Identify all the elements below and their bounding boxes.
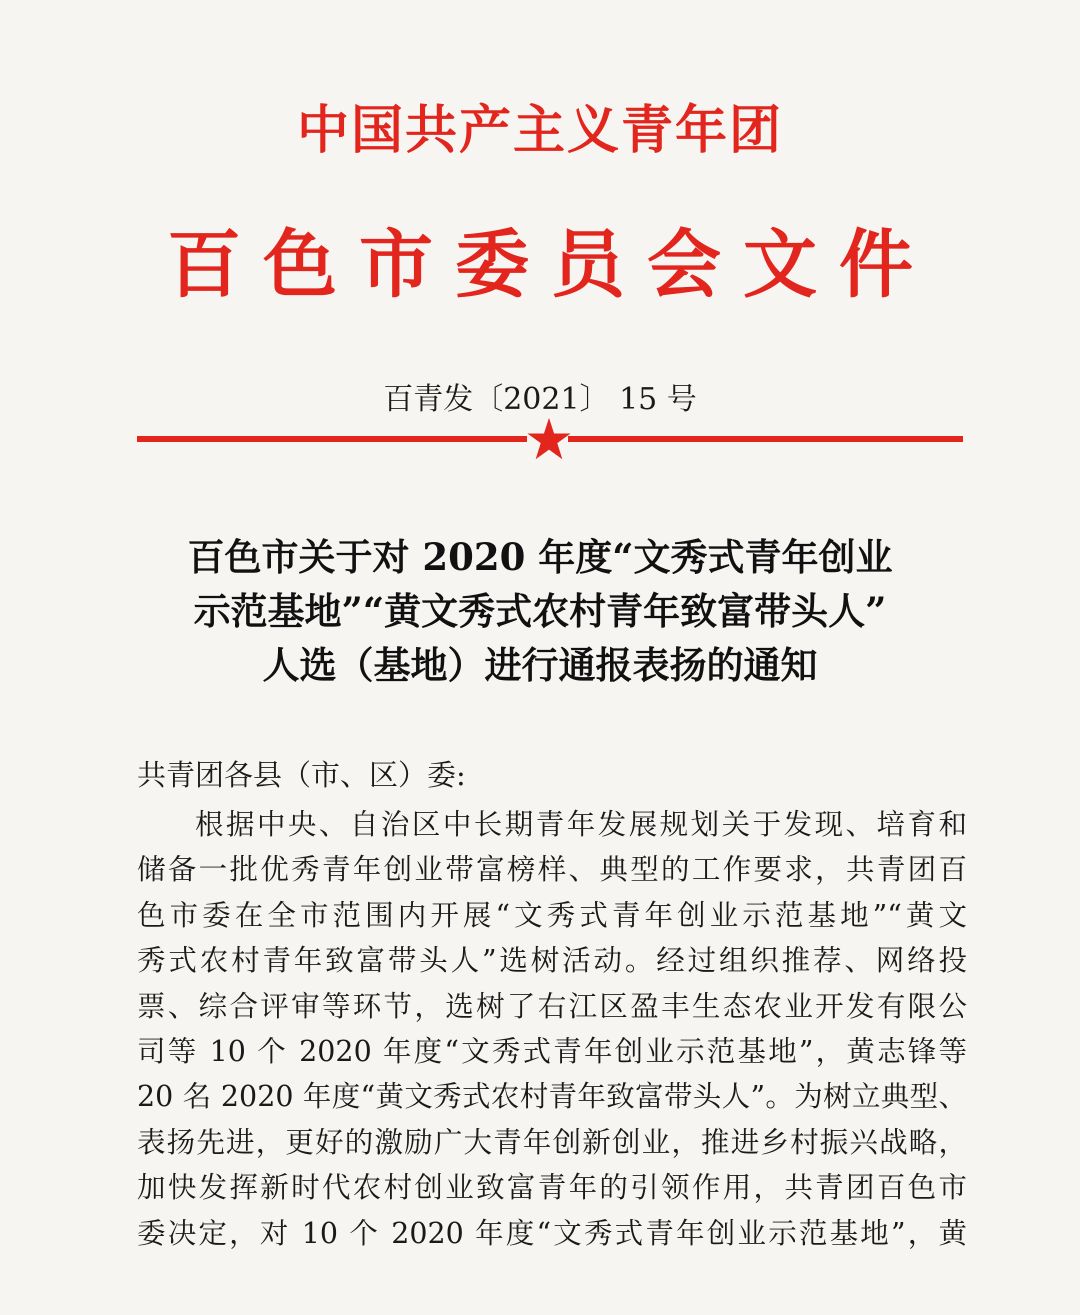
- body-line: 表扬先进，更好的激励广大青年创新创业，推进乡村振兴战略，: [137, 1125, 967, 1159]
- notice-title-line: 示范基地”“黄文秀式农村青年致富带头人”: [193, 589, 887, 633]
- body-line: 票、综合评审等环节，选树了右江区盈丰生态农业开发有限公: [137, 989, 967, 1023]
- body-line: 根据中央、自治区中长期青年发展规划关于发现、培育和: [195, 808, 967, 841]
- body-line: 秀式农村青年致富带头人”选树活动。经过组织推荐、网络投: [137, 944, 967, 978]
- body-paragraph: [137, 802, 967, 1256]
- body-line: 20 名 2020 年度“黄文秀式农村青年致富带头人”。为树立典型、: [137, 1080, 967, 1114]
- body-line: 委决定，对 10 个 2020 年度“文秀式青年创业示范基地”，黄: [137, 1216, 967, 1250]
- body-line: 储备一批优秀青年创业带富榜样、典型的工作要求，共青团百: [137, 853, 967, 887]
- red-divider-right: [568, 436, 963, 442]
- document-number: 百青发〔2021〕 15 号: [383, 382, 697, 417]
- body-line: 加快发挥新时代农村创业致富青年的引领作用，共青团百色市: [137, 1171, 967, 1205]
- issuing-organization: 中国共产主义青年团: [296, 100, 783, 161]
- body-line: 司等 10 个 2020 年度“文秀式青年创业示范基地”，黄志锋等: [137, 1035, 967, 1069]
- star-icon: [526, 416, 572, 462]
- body-line: 色市委在全市范围内开展“文秀式青年创业示范基地”“黄文: [137, 898, 967, 932]
- notice-title: [120, 530, 960, 692]
- addressee: 共青团各县（市、区）委:: [137, 758, 466, 792]
- notice-title-line: 百色市关于对 2020 年度“文秀式青年创业: [187, 535, 893, 579]
- red-divider-left: [137, 436, 527, 442]
- notice-title-line: 人选（基地）进行通报表扬的通知: [262, 643, 818, 687]
- document-header-title: 百色市委员会文件: [167, 222, 935, 308]
